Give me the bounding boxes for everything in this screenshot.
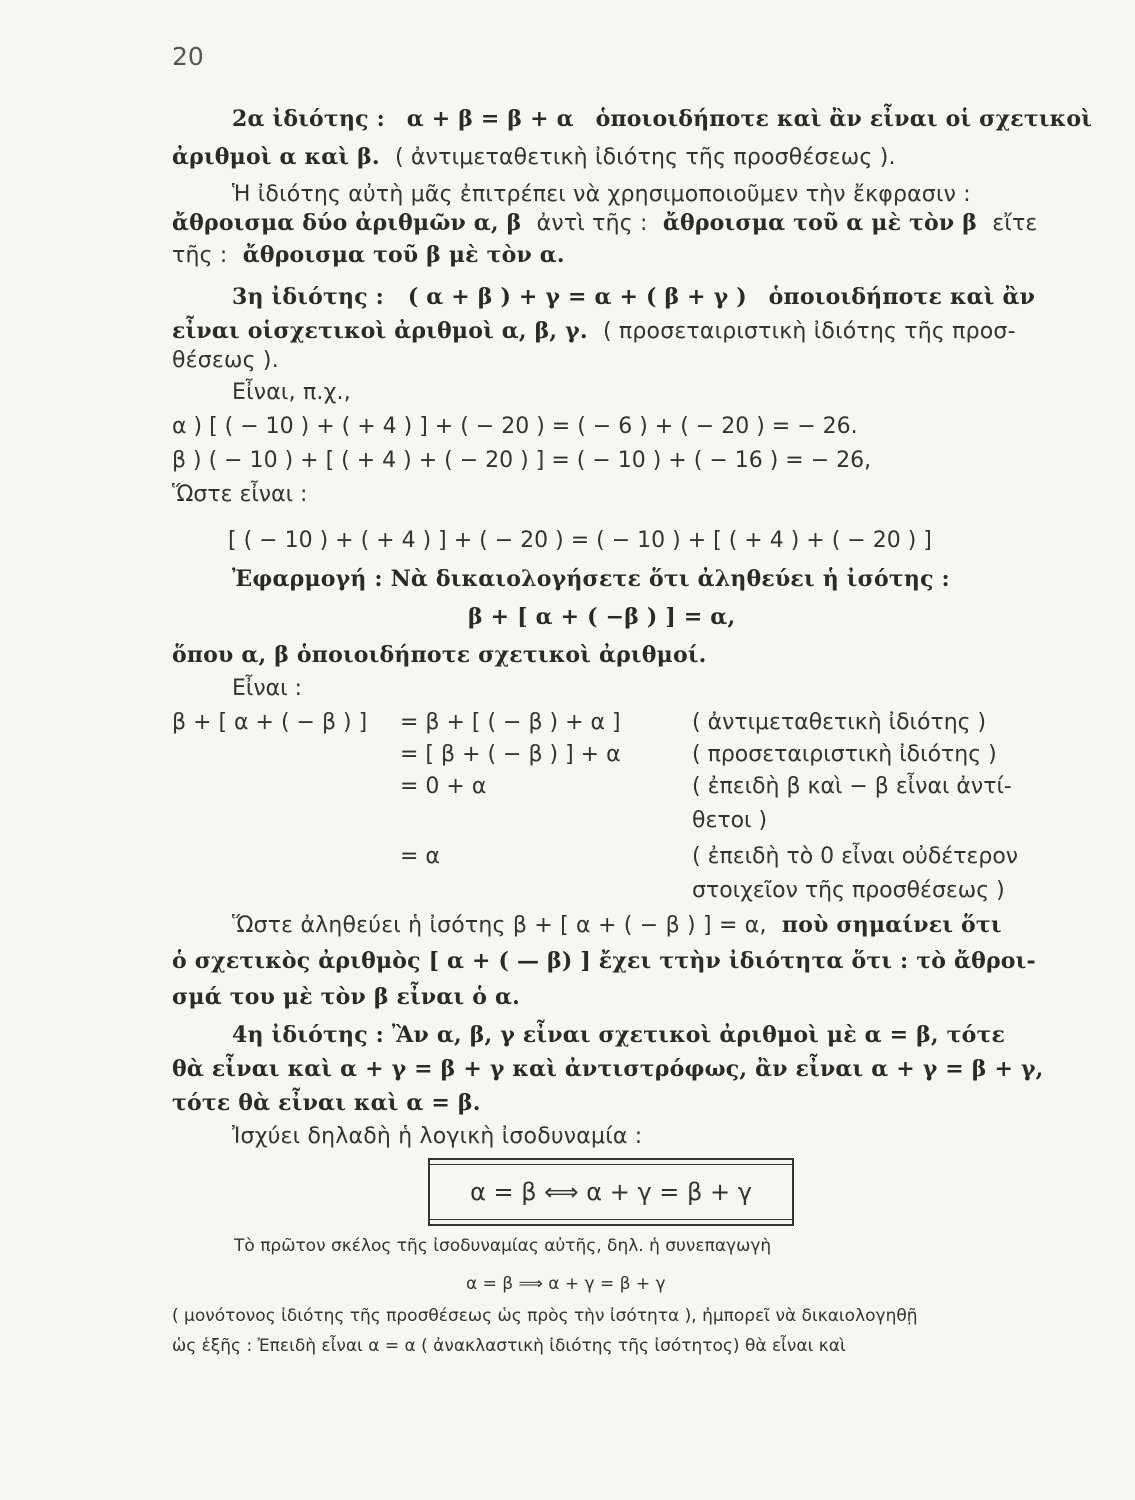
proof-reason-4: ( ἐπειδὴ τὸ 0 εἶναι οὐδέτερον: [692, 844, 1019, 869]
conclusion-line-3: σμά του μὲ τὸν β εἶναι ὁ α.: [172, 984, 520, 1010]
property-4-line-2: θὰ εἶναι καὶ α + γ = β + γ καὶ ἀντιστρόφως, ἂν εἶναι α + γ = β + γ,: [172, 1056, 1044, 1082]
property-3-line-1: [232, 282, 1035, 312]
property-4-line-3: τότε θὰ εἶναι καὶ α = β.: [172, 1090, 481, 1116]
proof-intro: Εἶναι :: [232, 676, 302, 701]
of-text: τῆς :: [172, 243, 228, 268]
conclusion-line-1: [232, 910, 1002, 941]
conclusion-equation: Ὥστε ἀληθεύει ἡ ἰσότης β + [ α + ( − β ) ] = α,: [232, 913, 767, 938]
property-3-formula: ( α + β ) + γ = α + ( β + γ ): [407, 284, 747, 310]
example-equation: [ ( − 10 ) + ( + 4 ) ] + ( − 20 ) = ( − 10 ) + [ ( + 4 ) + ( − 20 ) ]: [228, 528, 932, 553]
proof-reason-4-cont: στοιχεῖον τῆς προσθέσεως ): [692, 878, 1005, 903]
proof-step-4: = α: [400, 844, 440, 869]
note-line-2: ( μονότονος ἰδιότης τῆς προσθέσεως ὡς πρὸς τὴν ἰσότητα ), ἠμπορεῖ νὰ δικαιολογηθῇ: [172, 1306, 918, 1326]
property-4-line-1: 4η ἰδιότης : Ἂν α, β, γ εἶναι σχετικοὶ ἀριθμοὶ μὲ α = β, τότε: [232, 1022, 1006, 1048]
property-3-numbers: εἶναι οἱσχετικοὶ ἀριθμοὶ α, β, γ.: [172, 318, 588, 344]
proof-step-3: = 0 + α: [400, 774, 487, 799]
proof-lhs: β + [ α + ( − β ) ]: [172, 710, 368, 735]
proof-step-2: = [ β + ( − β ) ] + α: [400, 742, 621, 767]
property-2-line-5: [172, 240, 565, 271]
therefore-text: Ὥστε εἶναι :: [172, 482, 308, 507]
property-3-condition: ὁποιοιδήποτε καὶ ἂν: [768, 284, 1036, 310]
sum-phrase-1: ἄθροισμα δύο ἀριθμῶν α, β: [172, 210, 522, 236]
equivalence-formula: α = β ⟺ α + γ = β + γ: [430, 1164, 792, 1220]
application-heading: Ἐφαρμογή : Νὰ δικαιολογήσετε ὅτι ἀληθεύει ἡ ἰσότης :: [232, 566, 950, 592]
sum-phrase-3: ἄθροισμα τοῦ β μὲ τὸν α.: [242, 242, 565, 268]
proof-reason-3-cont: θετοι ): [692, 808, 768, 833]
equivalence-intro: Ἰσχύει δηλαδὴ ἡ λογικὴ ἰσοδυναμία :: [232, 1124, 643, 1149]
property-2-formula: α + β = β + α: [406, 106, 574, 132]
example-b: β ) ( − 10 ) + [ ( + 4 ) + ( − 20 ) ] = ( − 10 ) + ( − 16 ) = − 26,: [172, 448, 872, 473]
application-formula: β + [ α + ( −β ) ] = α,: [468, 604, 736, 630]
or-text: εἴτε: [992, 211, 1038, 236]
property-2-line-4: [172, 208, 1038, 239]
implication-formula: α = β ⟹ α + γ = β + γ: [466, 1274, 666, 1294]
sum-phrase-2: ἄθροισμα τοῦ α μὲ τὸν β: [662, 210, 978, 236]
property-2-numbers: ἀριθμοὶ α καὶ β.: [172, 144, 380, 170]
note-line-1: Τὸ πρῶτον σκέλος τῆς ἰσοδυναμίας αὐτῆς, δηλ. ἡ συνεπαγωγὴ: [234, 1236, 772, 1256]
example-intro: Εἶναι, π.χ.,: [232, 380, 351, 405]
conclusion-meaning: ποὺ σημαίνει ὅτι: [781, 912, 1002, 938]
note-line-3: ὡς ἑξῆς : Ἐπειδὴ εἶναι α = α ( ἀνακλαστικὴ ἰδιότης τῆς ἰσότητος) θὰ εἶναι καὶ: [172, 1336, 846, 1356]
property-3-name: ( προσεταιριστικὴ ἰδιότης τῆς προσ-: [602, 319, 1016, 344]
property-3-line-2: [172, 316, 1016, 347]
page-number: 20: [172, 42, 204, 71]
property-2-line-2: [172, 142, 896, 173]
instead-of-text: ἀντὶ τῆς :: [536, 211, 648, 236]
equivalence-box: [428, 1158, 794, 1226]
property-2-line-1: [232, 104, 1092, 134]
property-2-line-3: Ἡ ἰδιότης αὐτὴ μᾶς ἐπιτρέπει νὰ χρησιμοποιοῦμεν τὴν ἔκφρασιν :: [232, 182, 971, 207]
property-3-heading: 3η ἰδιότης :: [232, 284, 384, 310]
conclusion-line-2: ὁ σχετικὸς ἀριθμὸς [ α + ( — β) ] ἔχει ττὴν ἰδιότητα ὅτι : τὸ ἄθροι-: [172, 948, 1036, 974]
proof-reason-1: ( ἀντιμεταθετικὴ ἰδιότης ): [692, 710, 987, 735]
property-3-line-3: θέσεως ).: [172, 348, 279, 373]
property-2-condition: ὁποιοιδήποτε καὶ ἂν εἶναι οἱ σχετικοὶ: [595, 106, 1093, 132]
application-where: ὅπου α, β ὁποιοιδήποτε σχετικοὶ ἀριθμοί.: [172, 642, 707, 668]
property-2-heading: 2α ἰδιότης :: [232, 106, 385, 132]
proof-reason-3: ( ἐπειδὴ β καὶ − β εἶναι ἀντί-: [692, 774, 1012, 799]
property-2-name: ( ἀντιμεταθετικὴ ἰδιότης τῆς προσθέσεως ).: [394, 145, 896, 170]
example-a: α ) [ ( − 10 ) + ( + 4 ) ] + ( − 20 ) = ( − 6 ) + ( − 20 ) = − 26.: [172, 414, 858, 439]
proof-reason-2: ( προσεταιριστικὴ ἰδιότης ): [692, 742, 997, 767]
proof-step-1: = β + [ ( − β ) + α ]: [400, 710, 621, 735]
